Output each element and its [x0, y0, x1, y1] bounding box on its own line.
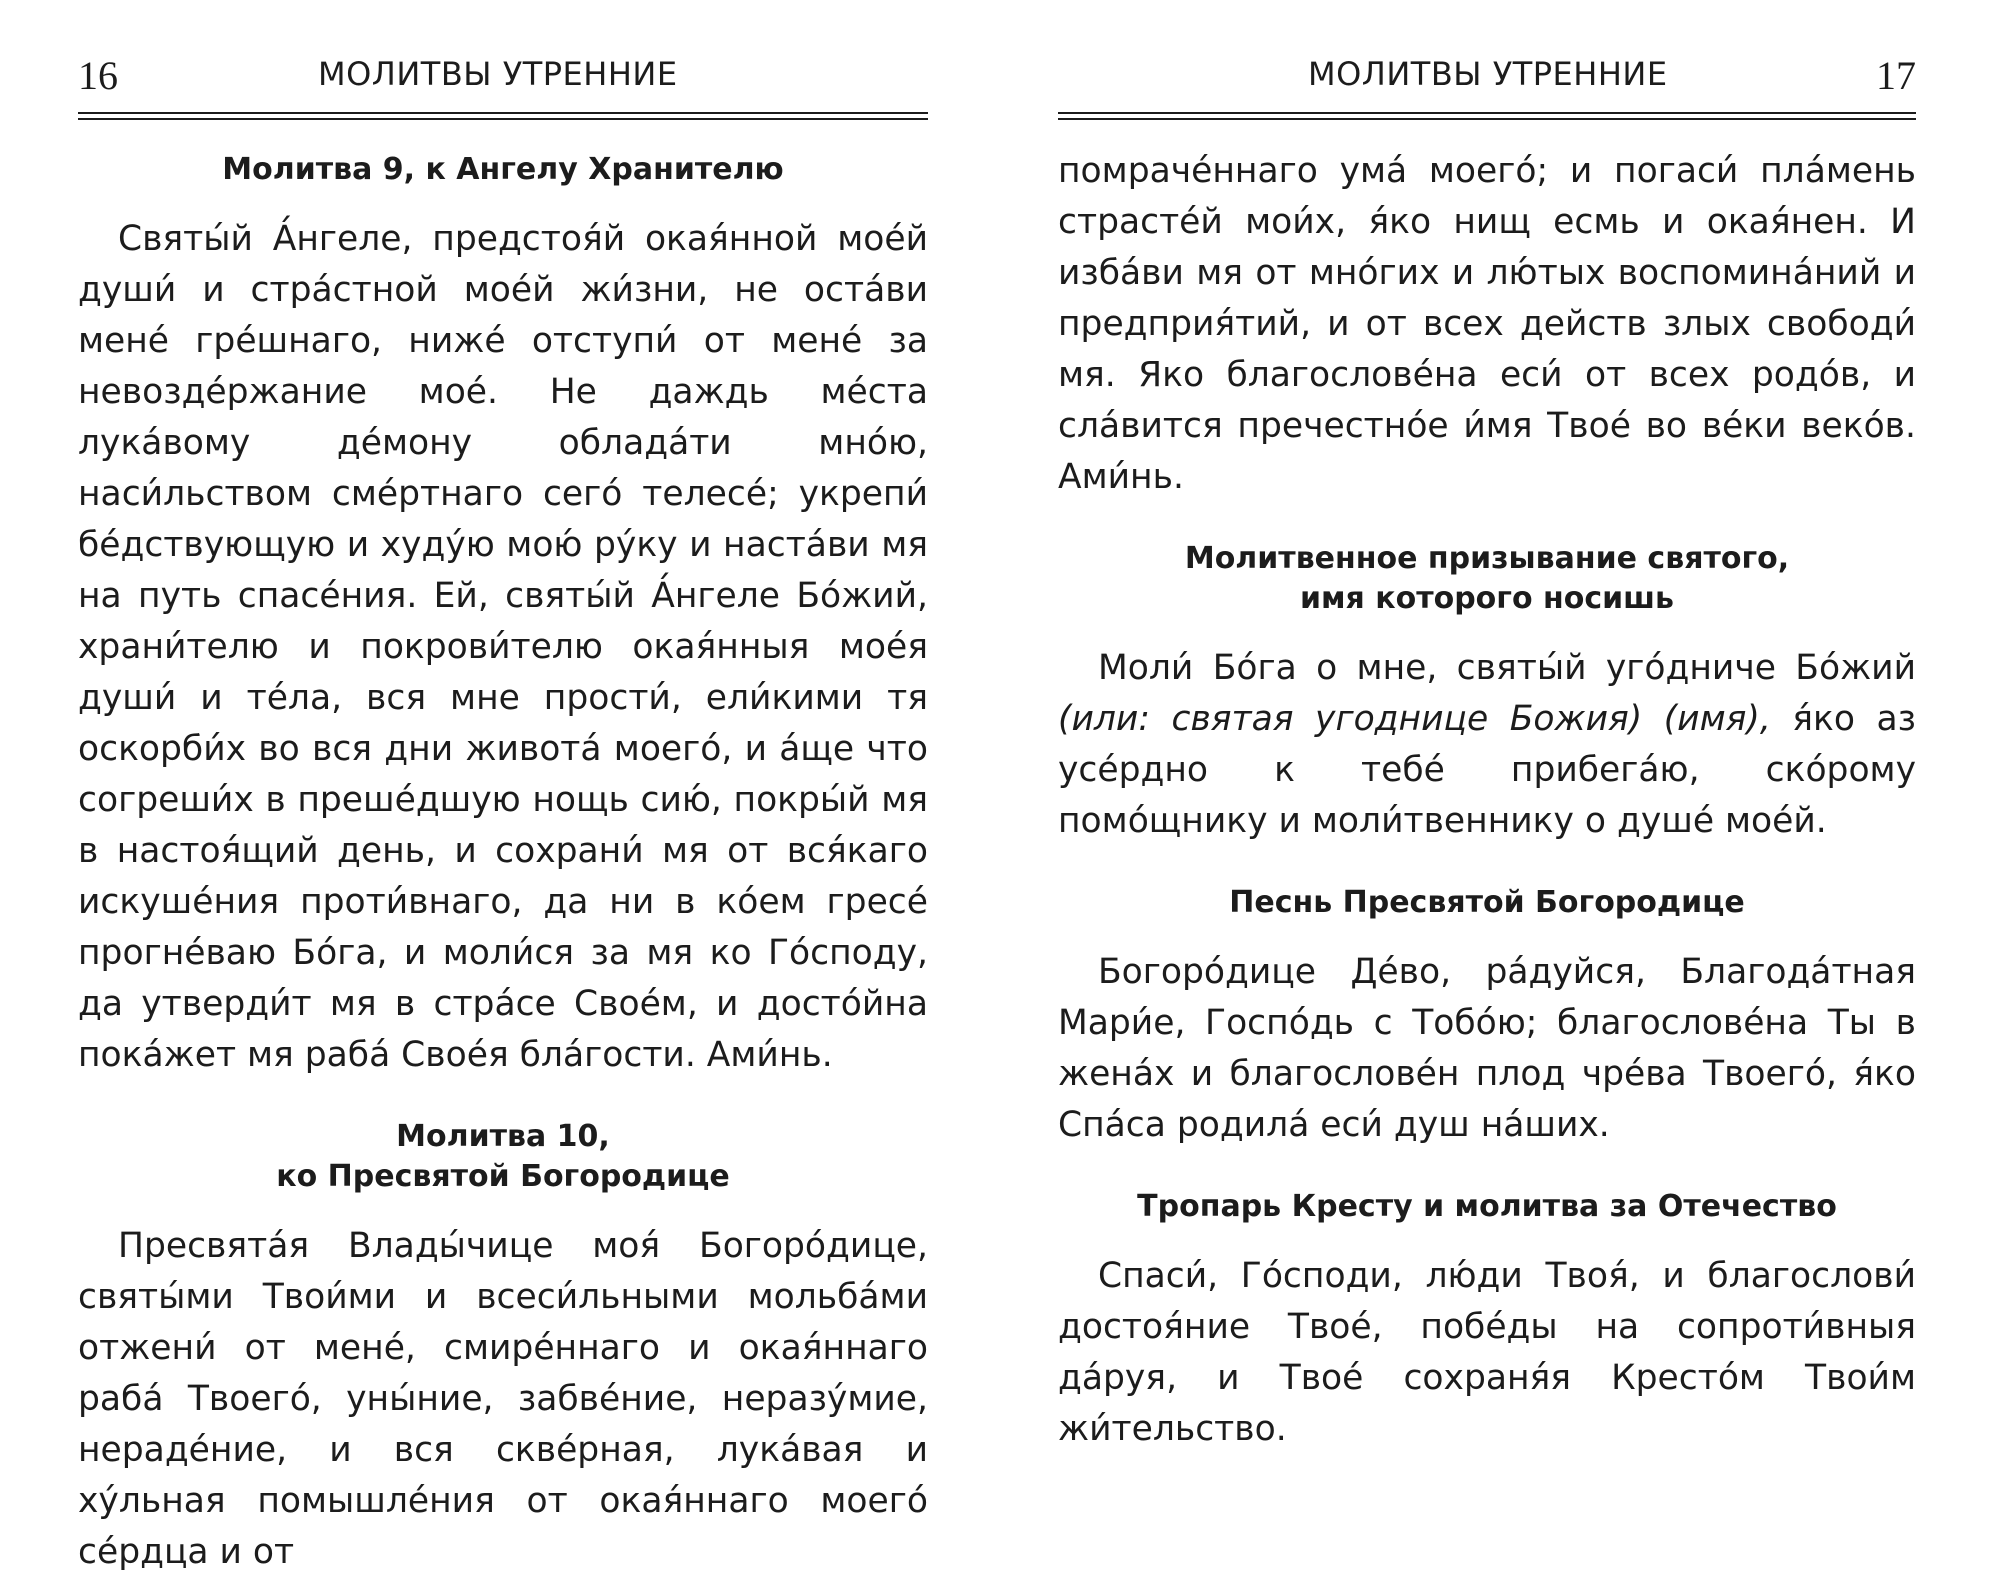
- prayer-9-heading: Молитва 9, к Ангелу Хранителю: [222, 152, 784, 187]
- invocation-text-italic: (или: святая угоднице Божия) (имя),: [1058, 699, 1771, 739]
- left-page-body: [78, 150, 928, 1578]
- invocation-text-part2: я́ко аз усе́рдно к тебе́ прибега́ю, ско́рому помо́щнику и моли́твеннику о душе́ мое́й.: [1058, 699, 1916, 841]
- right-page-body: [1058, 146, 1916, 1455]
- page-number-left: 16: [78, 53, 118, 98]
- prayer-10-heading: [78, 1117, 928, 1197]
- prayer-9-text: Святы́й А́нгеле, предстоя́й окая́нной мое́й души́ и стра́стной мое́й жи́зни, не оста́ви мене́ гре́шнаго, ниже́ отступи́ от мене́ за невозде́ржание мое́. Не даждь ме́ста лука́вому де́мону облада́ти мно́ю, наси́льством сме́ртнаго сего́ телесе́; укрепи́ бе́дствующую и худу́ю мою́ ру́ку и наста́ви мя на путь спасе́ния. Ей, святы́й А́нгеле Бо́жий, храни́телю и покрови́телю окая́нныя мое́я души́ и те́ла, вся мне прости́, ели́кими тя оскорби́х во вся дни живота́ моего́, и а́ще что согреши́х в преше́дшую нощь сию́, покры́й мя в настоя́щий день, и сохрани́ мя от вся́каго искуше́ния проти́внаго, да ни в ко́ем гресе́ прогне́ваю Бо́га, и моли́ся за мя ко Го́споду, да утверди́т мя в стра́се Свое́м, и досто́йна пока́жет мя раба́ Свое́я бла́гости. Ами́нь.: [78, 219, 928, 1075]
- troparion-heading: Тропарь Кресту и молитва за Отечество: [1137, 1189, 1837, 1224]
- invocation-text-part1: Моли́ Бо́га о мне, святы́й уго́дниче Бо́жий: [1098, 648, 1916, 688]
- troparion-text: Спаси́, Го́споди, лю́ди Твоя́, и благослови́ достоя́ние Твое́, побе́ды на сопроти́вныя да́руя, и Твое́ сохраня́я Кресто́м Твои́м жи́тельство.: [1058, 1256, 1916, 1449]
- prayer-10-heading-line1: Молитва 10,: [396, 1119, 610, 1154]
- running-title-right: МОЛИТВЫ УТРЕННИЕ: [1308, 55, 1668, 93]
- page-number-right: 17: [1876, 53, 1916, 98]
- invocation-heading-line1: Молитвенное призывание святого,: [1184, 541, 1790, 576]
- header-double-rule-right: [1058, 112, 1916, 120]
- prayer-10-heading-line2: ко Пресвятой Богородице: [276, 1159, 730, 1194]
- invocation-heading-line2: имя которого носишь: [1299, 581, 1674, 616]
- running-title-left: МОЛИТВЫ УТРЕННИЕ: [318, 55, 678, 93]
- left-page-header: [78, 0, 928, 100]
- header-double-rule-left: [78, 112, 928, 120]
- prayer-10-text: Пресвята́я Влады́чице моя́ Богоро́дице, святы́ми Твои́ми и всеси́льными мольба́ми отжени́ от мене́, смире́ннаго и окая́ннаго раба́ Твоего́, уны́ние, забве́ние, неразу́мие, нераде́ние, и вся скве́рная, лука́вая и ху́льная помышле́ния от окая́ннаго моего́ се́рдца и от: [78, 1226, 928, 1572]
- song-text: Богоро́дице Де́во, ра́дуйся, Благода́тная Мари́е, Госпо́дь с Тобо́ю; благослове́на Ты в жена́х и благослове́н плод чре́ва Твоего́, я́ко Спа́са родила́ еси́ душ на́ших.: [1058, 952, 1916, 1145]
- invocation-heading: [1058, 539, 1916, 619]
- right-page: [1058, 0, 1916, 1588]
- song-heading: Песнь Пресвятой Богородице: [1229, 885, 1745, 920]
- right-page-header: [1058, 0, 1916, 100]
- left-page: [78, 0, 928, 1588]
- invocation-text: [1058, 643, 1916, 847]
- prayer-10-continuation: помраче́ннаго ума́ моего́; и погаси́ пла́мень страсте́й мои́х, я́ко нищ есмь и окая́нен. И изба́ви мя от мно́гих и лю́тых воспомина́ний и предприя́тий, и от всех действ злых свободи́ мя. Яко благослове́на еси́ от всех родо́в, и сла́вится пречестно́е и́мя Твое́ во ве́ки веко́в. Ами́нь.: [1058, 151, 1916, 497]
